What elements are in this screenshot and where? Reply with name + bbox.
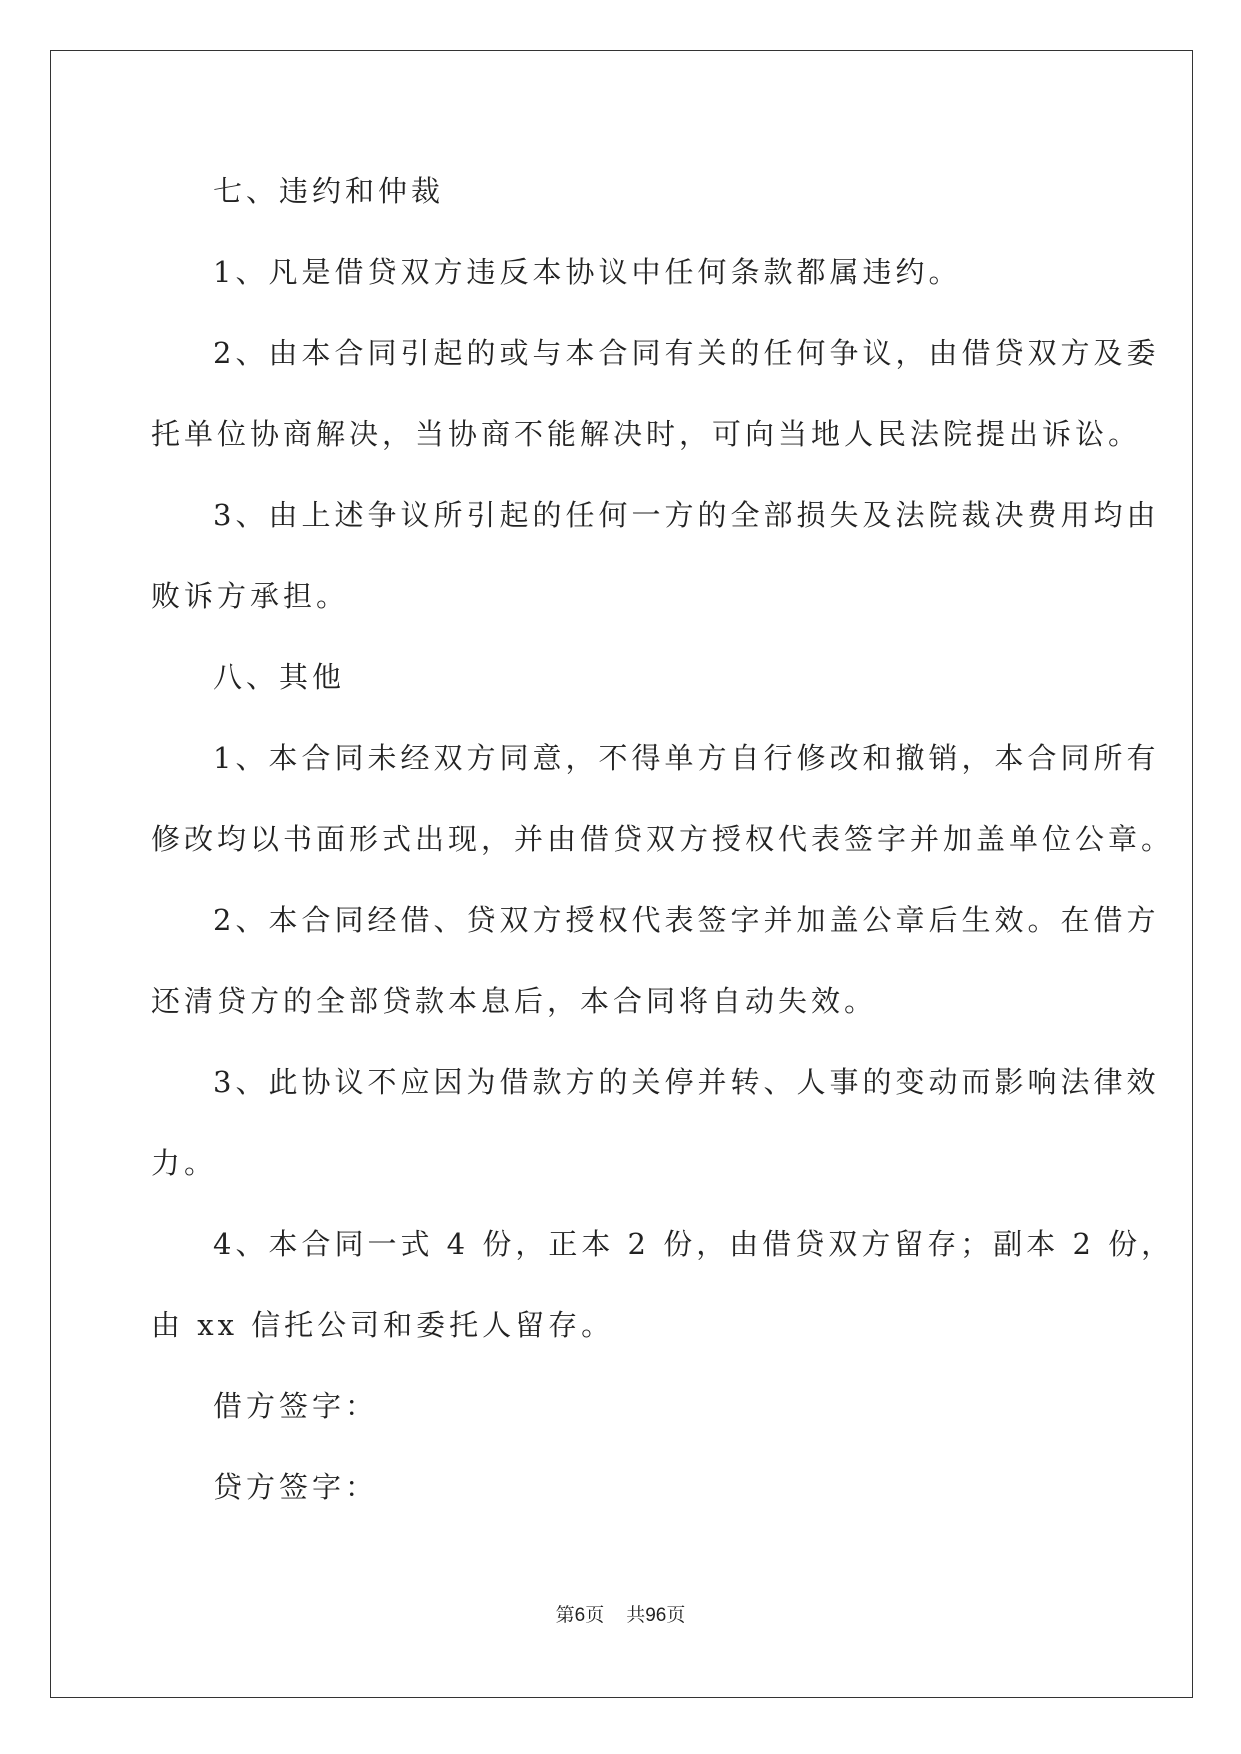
section-heading-breach: 七、违约和仲裁: [213, 174, 445, 208]
page-footer: [0, 1600, 1241, 1627]
page-total: 共96页: [626, 1605, 686, 1626]
paragraph-line: 3、此协议不应因为借款方的关停并转、人事的变动而影响法律效: [213, 1065, 1160, 1099]
paragraph-line: 1、本合同未经双方同意，不得单方自行修改和撤销，本合同所有: [213, 741, 1160, 775]
page-border: [50, 50, 1193, 1698]
paragraph-line: 2、由本合同引起的或与本合同有关的任何争议，由借贷双方及委: [213, 336, 1160, 370]
paragraph-line: 由 xx 信托公司和委托人留存。: [151, 1308, 615, 1342]
paragraph-line: 3、由上述争议所引起的任何一方的全部损失及法院裁决费用均由: [213, 498, 1160, 532]
paragraph-line: 托单位协商解决，当协商不能解决时，可向当地人民法院提出诉讼。: [151, 417, 1142, 451]
section-heading-other: 八、其他: [213, 660, 346, 694]
paragraph-line: 4、本合同一式 4 份，正本 2 份，由借贷双方留存；副本 2 份，: [213, 1227, 1175, 1261]
paragraph-line: 败诉方承担。: [151, 579, 350, 613]
paragraph-line: 修改均以书面形式出现，并由借贷双方授权代表签字并加盖单位公章。: [151, 822, 1175, 856]
page-number: 第6页: [555, 1605, 605, 1626]
borrower-signature-label: 借方签字：: [213, 1389, 379, 1423]
lender-signature-label: 贷方签字：: [213, 1470, 379, 1504]
paragraph-line: 还清贷方的全部贷款本息后，本合同将自动失效。: [151, 984, 878, 1018]
paragraph-line: 力。: [151, 1146, 218, 1180]
paragraph-line: 2、本合同经借、贷双方授权代表签字并加盖公章后生效。在借方: [213, 903, 1160, 937]
paragraph-line: 1、凡是借贷双方违反本协议中任何条款都属违约。: [213, 255, 962, 289]
